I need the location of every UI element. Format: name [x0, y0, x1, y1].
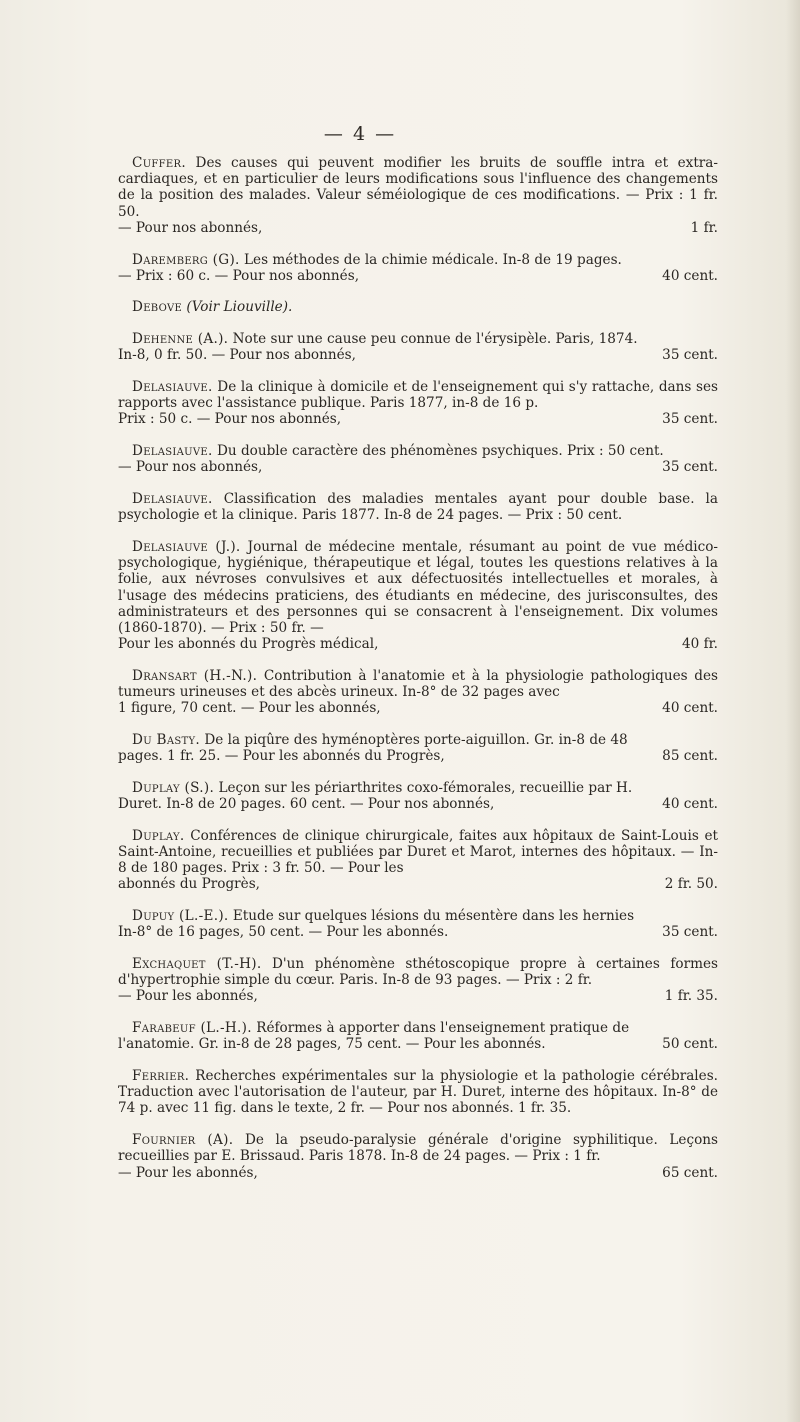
- entry-price-line: [118, 748, 718, 764]
- entry-price-line: [118, 796, 718, 812]
- entry-price-line: [118, 1165, 718, 1181]
- entry-body: Classification des maladies mentales ayant pour double base. la psychologie et la clinique. Paris 1877. In-8 de 24 pages. — Prix : 50 cent.: [118, 491, 719, 524]
- entry-price-line: [118, 700, 718, 716]
- entry-price-line: [118, 924, 718, 940]
- entry-price-lead: l'anatomie. Gr. in-8 de 28 pages, 75 cent. — Pour les abonnés.: [118, 1036, 546, 1053]
- entry-author: Dupuy (L.-E.).: [132, 908, 229, 925]
- entry-price: 35 cent.: [662, 924, 718, 941]
- catalogue-entry: [118, 956, 718, 1005]
- entry-price-line: [118, 1036, 718, 1052]
- catalogue-entry: [118, 1132, 718, 1181]
- entry-price-lead: Prix : 50 c. — Pour nos abonnés,: [118, 411, 342, 428]
- entry-body: (Voir Liouville).: [186, 299, 293, 316]
- entry-price: 35 cent.: [662, 411, 718, 428]
- entry-price-lead: — Pour nos abonnés,: [118, 459, 263, 476]
- entry-price-lead: Pour les abonnés du Progrès médical,: [118, 636, 379, 653]
- entry-author: Dransart (H.-N.).: [132, 667, 258, 684]
- entry-body: Des causes qui peuvent modifier les bruits de souffle intra et extra-cardiaques, et en particulier de leurs modifications sous l'influence des changements de la position des malades. Valeur séméiologique de ces modifications. — Prix : 1 fr. 50.: [118, 155, 718, 220]
- page-number: — 4 —: [323, 123, 397, 145]
- entry-body: De la clinique à domicile et de l'enseignement qui s'y rattache, dans ses rapports avec l'assistance publique. Paris 1877, in-8 de 16 p.: [118, 379, 718, 412]
- entry-price: 40 fr.: [682, 636, 718, 653]
- entry-price: 65 cent.: [662, 1164, 718, 1181]
- catalogue-entry: [118, 331, 718, 363]
- catalogue-entry: [118, 491, 718, 523]
- entry-price-lead: 1 figure, 70 cent. — Pour les abonnés,: [118, 700, 381, 717]
- entry-price: 1 fr. 35.: [664, 988, 718, 1005]
- entry-price-lead: — Pour les abonnés,: [118, 1164, 258, 1181]
- entry-price: 1 fr.: [690, 219, 718, 236]
- entry-price-lead: In-8, 0 fr. 50. — Pour nos abonnés,: [118, 347, 356, 364]
- entry-body: Du double caractère des phénomènes psychiques. Prix : 50 cent.: [216, 443, 664, 460]
- entry-price-lead: — Pour nos abonnés,: [118, 219, 263, 236]
- entry-body: Journal de médecine mentale, résumant au point de vue médico-psychologique, hygiénique, thérapeutique et légal, toutes les questions relatives à la folie, aux névroses convulsives et aux défectuosités intellectuelles et morales, à l'usage des médecins praticiens, des étudiants en médecine, des jurisconsultes, des administrateurs et des personnes qui se consacrent à l'enseignement. Dix volumes (1860-1870). — Prix : 50 fr. —: [118, 538, 719, 636]
- page-edge-shadow: [786, 0, 800, 1422]
- entry-author: Delasiauve (J.).: [132, 538, 241, 555]
- catalogue-entry: [118, 828, 718, 893]
- entry-author: Debove: [132, 299, 183, 316]
- catalogue-entry: [118, 299, 718, 315]
- entry-body: Note sur une cause peu connue de l'érysipèle. Paris, 1874.: [232, 331, 638, 348]
- entry-price-line: [118, 220, 718, 236]
- entry-price-lead: — Pour les abonnés,: [118, 988, 258, 1005]
- catalogue-entry: [118, 539, 718, 652]
- entry-body: Recherches expérimentales sur la physiologie et la pathologie cérébrales. Traduction avec l'autorisation de l'auteur, par H. Duret, interne des hôpitaux. In-8° de 74 p. avec 11 fig. dans le texte, 2 fr. — Pour nos abonnés. 1 fr. 35.: [118, 1068, 718, 1117]
- catalogue-entry: [118, 379, 718, 428]
- entry-author: Delasiauve.: [132, 443, 213, 460]
- entry-price-lead: In-8° de 16 pages, 50 cent. — Pour les abonnés.: [118, 924, 449, 941]
- entry-price: 2 fr. 50.: [664, 876, 718, 893]
- entry-author: Farabeuf (L.-H.).: [132, 1020, 252, 1037]
- entry-author: Delasiauve.: [132, 379, 213, 396]
- catalogue-entry: [118, 1020, 718, 1052]
- catalogue-entry: [118, 443, 718, 475]
- catalogue-entry: [118, 732, 718, 764]
- entry-price-line: [118, 411, 718, 427]
- entry-author: Exchaquet (T.-H).: [132, 956, 262, 973]
- entry-price: 40 cent.: [662, 267, 718, 284]
- entry-author: Cuffer.: [132, 155, 186, 171]
- catalogue-entries: [118, 155, 718, 1196]
- entry-body: D'un phénomène sthétoscopique propre à certaines formes d'hypertrophie simple du cœur. Paris. In-8 de 93 pages. — Prix : 2 fr.: [118, 956, 718, 989]
- entry-price-line: [118, 347, 718, 363]
- entry-price-line: [118, 636, 718, 652]
- catalogue-entry: [118, 780, 718, 812]
- entry-body: Leçon sur les périarthrites coxo-fémorales, recueillie par H.: [218, 779, 633, 796]
- entry-price-line: [118, 459, 718, 475]
- entry-author: Delasiauve.: [132, 491, 213, 508]
- entry-price-lead: — Prix : 60 c. — Pour nos abonnés,: [118, 267, 360, 284]
- entry-price: 35 cent.: [662, 459, 718, 476]
- catalogue-entry: [118, 668, 718, 717]
- catalogue-entry: [118, 155, 718, 236]
- entry-price: 40 cent.: [662, 700, 718, 717]
- entry-price-line: [118, 268, 718, 284]
- entry-price: 85 cent.: [662, 748, 718, 765]
- entry-body: De la piqûre des hyménoptères porte-aiguillon. Gr. in-8 de 48: [204, 731, 628, 748]
- catalogue-entry: [118, 908, 718, 940]
- entry-body: Réformes à apporter dans l'enseignement pratique de: [256, 1020, 630, 1037]
- entry-author: Dehenne (A.).: [132, 331, 229, 348]
- entry-body: Conférences de clinique chirurgicale, faites aux hôpitaux de Saint-Louis et Saint-Antoine, recueillies et publiées par Duret et Marot, internes des hôpitaux. — In-8 de 180 pages. Prix : 3 fr. 50. — Pour les: [118, 827, 719, 877]
- entry-author: Du Basty.: [132, 731, 201, 748]
- entry-body: Les méthodes de la chimie médicale. In-8 de 19 pages.: [244, 251, 622, 268]
- catalogue-entry: [118, 1068, 718, 1117]
- entry-author: Daremberg (G).: [132, 251, 240, 268]
- entry-price: 50 cent.: [662, 1036, 718, 1053]
- entry-price-lead: abonnés du Progrès,: [118, 876, 260, 893]
- entry-author: Ferrier.: [132, 1068, 190, 1085]
- entry-body: De la pseudo-paralysie générale d'origine syphilitique. Leçons recueillies par E. Brissaud. Paris 1878. In-8 de 24 pages. — Prix : 1 fr.: [118, 1132, 718, 1165]
- entry-price-line: [118, 876, 718, 892]
- entry-author: Fournier (A).: [132, 1132, 234, 1149]
- entry-author: Duplay.: [132, 827, 185, 844]
- entry-price-lead: Duret. In-8 de 20 pages. 60 cent. — Pour nos abonnés,: [118, 796, 495, 813]
- entry-price: 35 cent.: [662, 347, 718, 364]
- entry-price: 40 cent.: [662, 796, 718, 813]
- entry-price-line: [118, 988, 718, 1004]
- catalogue-entry: [118, 252, 718, 284]
- entry-price-lead: pages. 1 fr. 25. — Pour les abonnés du Progrès,: [118, 748, 445, 765]
- entry-author: Duplay (S.).: [132, 779, 215, 796]
- entry-body: Etude sur quelques lésions du mésentère dans les hernies: [232, 908, 635, 925]
- entry-body: Contribution à l'anatomie et à la physiologie pathologiques des tumeurs urineuses et des abcès urineux. In-8° de 32 pages avec: [118, 667, 718, 701]
